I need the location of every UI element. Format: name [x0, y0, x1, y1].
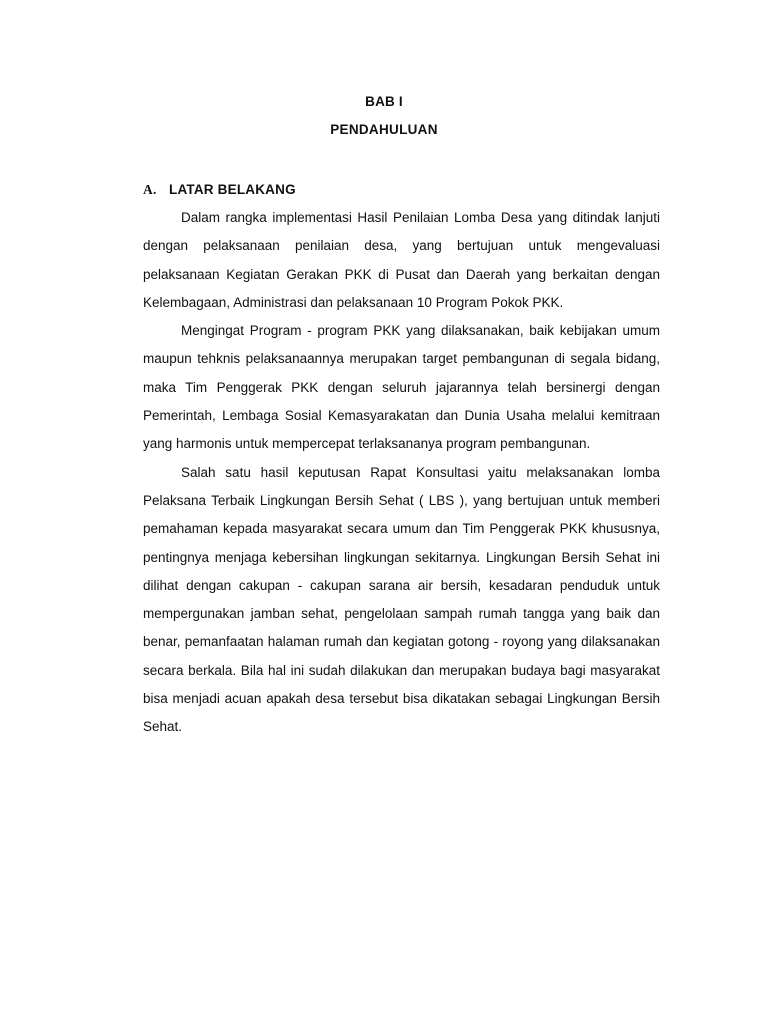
body-text [143, 204, 660, 742]
chapter-label: BAB I [365, 94, 403, 109]
section-title: LATAR BELAKANG [169, 182, 296, 197]
section-marker: A. [143, 182, 157, 197]
paragraph: Salah satu hasil keputusan Rapat Konsultasi yaitu melaksanakan lomba Pelaksana Terbaik Lingkungan Bersih Sehat ( LBS ), yang bertujuan untuk memberi pemahaman kepada masyarakat secara umum dan Tim Penggerak PKK khususnya, pentingnya menjaga kebersihan lingkungan sekitarnya. Lingkungan Bersih Sehat ini dilihat dengan cakupan - cakupan sarana air bersih, kesadaran penduduk untuk mempergunakan jamban sehat, pengelolaan sampah rumah tangga yang baik dan benar, pemanfaatan halaman rumah dan kegiatan gotong - royong yang dilaksanakan secara berkala. Bila hal ini sudah dilakukan dan merupakan budaya bagi masyarakat bisa menjadi acuan apakah desa tersebut bisa dikatakan sebagai Lingkungan Bersih Sehat. [143, 464, 660, 735]
section-heading [143, 182, 296, 198]
paragraph: Mengingat Program - program PKK yang dilaksanakan, baik kebijakan umum maupun tehknis pelaksanaannya merupakan target pembangunan di segala bidang, maka Tim Penggerak PKK dengan seluruh jajarannya telah bersinergi dengan Pemerintah, Lembaga Sosial Kemasyarakatan dan Dunia Usaha melalui kemitraan yang harmonis untuk mempercepat terlaksananya program pembangunan. [143, 323, 660, 452]
chapter-title: PENDAHULUAN [330, 122, 438, 137]
paragraph: Dalam rangka implementasi Hasil Penilaian Lomba Desa yang ditindak lanjuti dengan pelaksanaan penilaian desa, yang bertujuan untuk mengevaluasi pelaksanaan Kegiatan Gerakan PKK di Pusat dan Daerah yang berkaitan dengan Kelembagaan, Administrasi dan pelaksanaan 10 Program Pokok PKK. [143, 210, 660, 310]
